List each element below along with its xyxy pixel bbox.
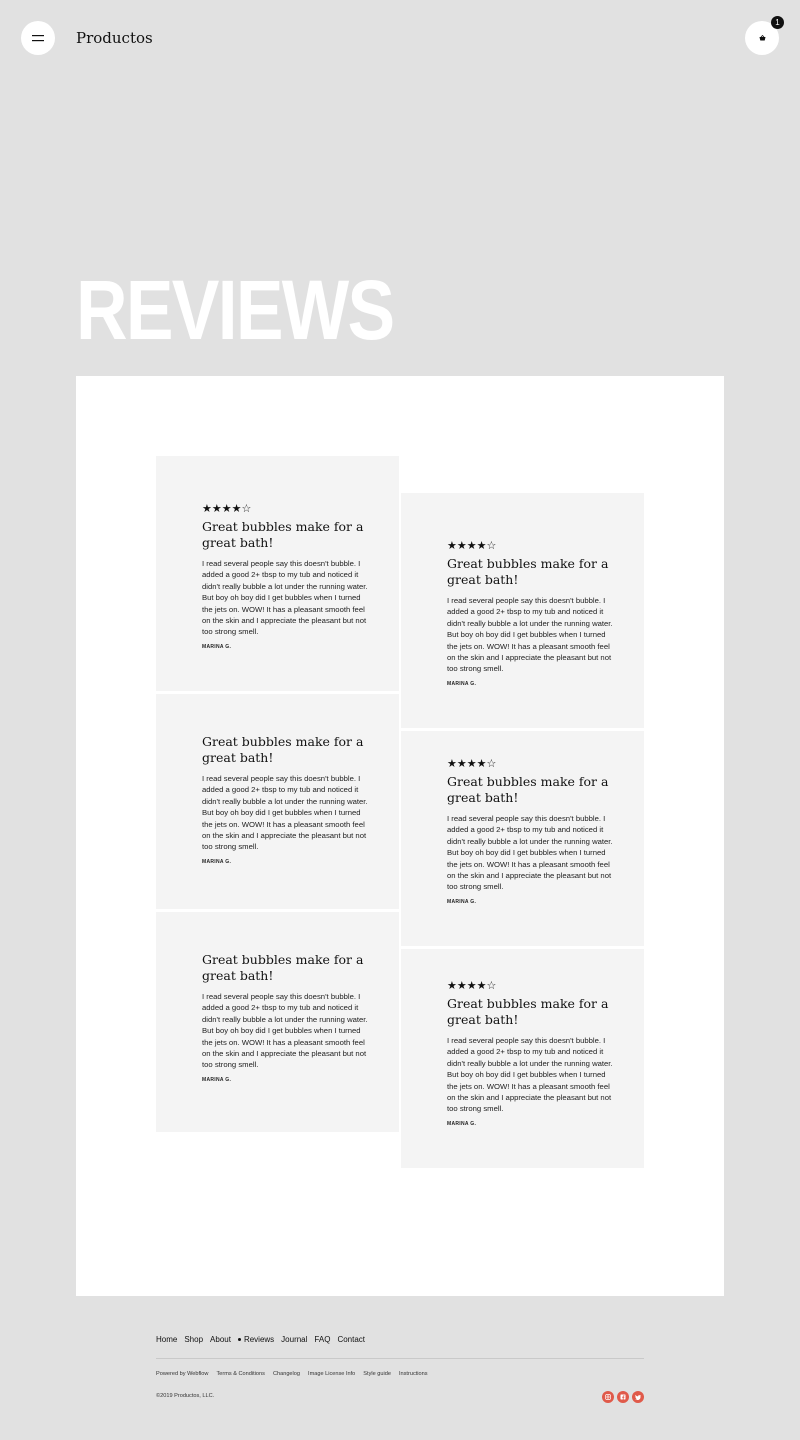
review-card [401,493,644,728]
review-author: MARINA G. [202,643,232,650]
review-body: I read several people say this doesn't bubble. I added a good 2+ tbsp to my tub and noticed it didn't really bubble a lot under the running water. But boy oh boy did I get bubbles when I turned the jets on. WOW! It has a pleasant smooth feel on the skin and I appreciate the pleasant but not too strong smell. [447,1036,613,1114]
review-author: MARINA G. [202,858,232,865]
review-card [156,694,399,909]
review-body: I read several people say this doesn't bubble. I added a good 2+ tbsp to my tub and noticed it didn't really bubble a lot under the running water. But boy oh boy did I get bubbles when I turned the jets on. WOW! It has a pleasant smooth feel on the skin and I appreciate the pleasant but not too strong smell. [447,596,613,674]
star-rating: ★★★★☆ [447,980,497,992]
social-links [602,1391,644,1403]
review-body: I read several people say this doesn't bubble. I added a good 2+ tbsp to my tub and noticed it didn't really bubble a lot under the running water. But boy oh boy did I get bubbles when I turned the jets on. WOW! It has a pleasant smooth feel on the skin and I appreciate the pleasant but not too strong smell. [202,559,368,637]
review-card [156,456,399,691]
review-title: Great bubbles make for a great bath! [202,952,364,983]
review-author: MARINA G. [447,898,477,905]
star-rating: ★★★★☆ [447,540,497,552]
footer-link-journal[interactable]: Journal [281,1335,308,1344]
review-title: Great bubbles make for a great bath! [447,996,609,1027]
reviews-panel [76,376,724,1296]
review-title: Great bubbles make for a great bath! [202,734,364,765]
footer-link-home[interactable]: Home [156,1335,178,1344]
page-title: REVIEWS [76,263,394,357]
review-body: I read several people say this doesn't bubble. I added a good 2+ tbsp to my tub and noticed it didn't really bubble a lot under the running water. But boy oh boy did I get bubbles when I turned the jets on. WOW! It has a pleasant smooth feel on the skin and I appreciate the pleasant but not too strong smell. [202,774,368,852]
footer-link-about[interactable]: About [210,1335,231,1344]
footer-link-powered-by[interactable]: Powered by Webflow [156,1371,209,1377]
review-author: MARINA G. [202,1076,232,1083]
footer-divider [156,1358,644,1359]
footer-link-terms[interactable]: Terms & Conditions [216,1371,265,1377]
review-body: I read several people say this doesn't bubble. I added a good 2+ tbsp to my tub and noticed it didn't really bubble a lot under the running water. But boy oh boy did I get bubbles when I turned the jets on. WOW! It has a pleasant smooth feel on the skin and I appreciate the pleasant but not too strong smell. [447,814,613,892]
footer-link-contact[interactable]: Contact [337,1335,366,1344]
facebook-icon[interactable] [617,1391,629,1403]
twitter-icon[interactable] [632,1391,644,1403]
review-title: Great bubbles make for a great bath! [202,519,364,550]
review-title: Great bubbles make for a great bath! [447,774,609,805]
copyright: ©2019 Productos, LLC. [156,1393,215,1399]
footer-link-instructions[interactable]: Instructions [398,1371,428,1377]
cart-count-badge: 1 [771,16,784,29]
active-indicator-dot [238,1338,241,1341]
review-title: Great bubbles make for a great bath! [447,556,609,587]
review-body: I read several people say this doesn't bubble. I added a good 2+ tbsp to my tub and noticed it didn't really bubble a lot under the running water. But boy oh boy did I get bubbles when I turned the jets on. WOW! It has a pleasant smooth feel on the skin and I appreciate the pleasant but not too strong smell. [202,992,368,1070]
review-card [156,912,399,1132]
footer-nav [156,1335,365,1344]
star-rating: ★★★★☆ [202,503,252,515]
star-rating: ★★★★☆ [447,758,497,770]
review-author: MARINA G. [447,1120,477,1127]
footer-link-reviews[interactable]: Reviews [243,1335,275,1344]
footer-link-style-guide[interactable]: Style guide [363,1371,391,1377]
menu-button[interactable] [21,21,55,55]
footer-secondary-links [156,1371,428,1377]
cart-button[interactable] [745,18,780,55]
footer-link-changelog[interactable]: Changelog [272,1371,301,1377]
brand-logo[interactable]: Productos [76,29,153,47]
review-card [401,949,644,1168]
footer-link-image-license[interactable]: Image License Info [308,1371,356,1377]
footer-link-faq[interactable]: FAQ [314,1335,331,1344]
instagram-icon[interactable] [602,1391,614,1403]
hamburger-icon [32,35,44,42]
footer-link-reviews-wrap[interactable] [238,1335,274,1344]
basket-icon [759,35,766,41]
footer-link-shop[interactable]: Shop [184,1335,204,1344]
review-author: MARINA G. [447,680,477,687]
review-card [401,731,644,946]
